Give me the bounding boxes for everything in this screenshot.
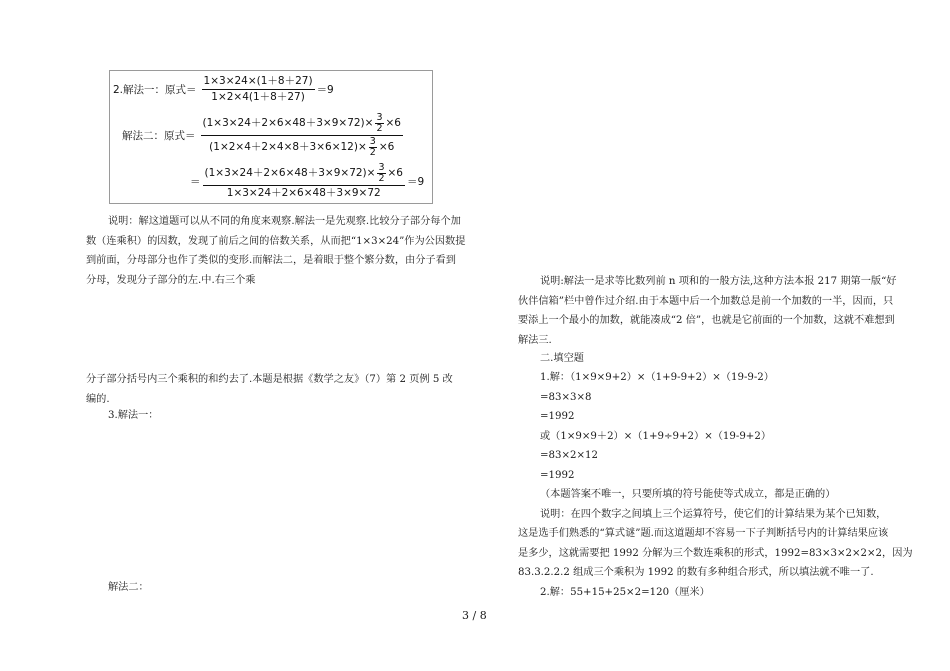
right-solutions [518, 368, 913, 602]
method1-numerator: 1×3×24×(1＋8＋27) [202, 75, 315, 90]
mini-numerator: 3 [369, 136, 376, 147]
left-paragraph-2 [86, 370, 453, 409]
section-title: 二.填空题 [540, 353, 584, 364]
mini-denominator: 2 [376, 123, 383, 134]
left-paragraph-1 [86, 212, 466, 290]
question-3-label: 3.解法一： [108, 410, 159, 421]
denominator-expression: (1×2×4＋2×4×8＋3×6×12)× [209, 141, 367, 153]
method1-label: 2.解法一：原式＝ [113, 84, 197, 96]
text-line: 编的. [86, 393, 110, 405]
times-six: ×6 [387, 167, 403, 179]
text-line: 分子部分括号内三个乘积的和约去了.本题是根据《数学之友》（7）第 2 页例 5 改 [86, 374, 453, 385]
text-line: =83×3×8 [540, 391, 592, 403]
method2-denominator-2: 1×3×24＋2×6×48＋3×9×72 [226, 187, 381, 199]
text-line: 2.解：55+15+25×2=120（厘米） [540, 586, 710, 598]
method2-numerator-2 [203, 163, 405, 186]
method-2-label: 解法二： [108, 582, 149, 593]
text-line: =1992 [540, 469, 575, 481]
method2-fraction-2 [203, 163, 405, 200]
three-halves [377, 163, 385, 184]
method2-formula-line2 [190, 163, 424, 200]
times-six: ×6 [378, 141, 395, 153]
method1-fraction [202, 75, 315, 104]
mini-denominator: 2 [369, 147, 376, 158]
text-line: 到前面，分母部分也作了类似的变形.而解法二，是着眼于整个繁分数，由分子看到 [86, 255, 456, 266]
text-line: 说明:解法一是求等比数列前 n 项和的一般方法,这种方法本报 217 期第一版“好 [540, 276, 897, 287]
text-line: （本题答案不唯一，只要所填的符号能使等式成立，都是正确的） [540, 489, 836, 500]
text-line: 伙伴信箱”栏中曾作过介绍.由于本题中后一个加数总是前一个加数的一半，因而，只 [518, 295, 894, 307]
three-halves [369, 137, 377, 158]
text-line: =83×2×12 [540, 450, 599, 461]
text-line: 要添上一个最小的加数，就能凑成“2 倍”，也就是它前面的一个加数，这就不难想到 [518, 315, 895, 326]
text-line: =1992 [540, 411, 575, 422]
text-line: 是多少，这就需要把 1992 分解为三个数连乘积的形式，1992=83×3×2×2×2，因为 [518, 547, 913, 559]
method2-result: ＝9 [406, 176, 425, 188]
page-indicator: 3 / 8 [462, 609, 487, 622]
method1-denominator: 1×2×4(1＋8＋27) [211, 91, 305, 103]
text-line: 1.解：（1×9×9+2）×（1+9-9+2）×（19-9-2） [540, 372, 774, 383]
method2-fraction-1 [201, 113, 403, 158]
numerator-expression: (1×3×24＋2×6×48＋3×9×72)× [204, 167, 376, 179]
formula-figure [109, 70, 433, 204]
text-line: 解法三. [518, 334, 552, 346]
mini-numerator: 3 [376, 112, 383, 123]
method2-numerator-1 [201, 113, 403, 136]
text-line: 说明：在四个数字之间填上三个运算符号，使它们的计算结果为某个已知数， [540, 508, 887, 520]
text-line: 83.3.2.2.2 组成三个乘积为 1992 的数有多种组合形式，所以填法就不唯一了. [518, 567, 874, 578]
text-line: 这是选手们熟悉的“算式谜”题.而这道题却不容易一下子判断括号内的计算结果应该 [518, 528, 889, 539]
text-line: 或（1×9×9＋2）×（1+9÷9+2）×（19-9+2） [540, 430, 772, 442]
method2-formula-line1 [122, 113, 405, 158]
numerator-expression: (1×3×24＋2×6×48＋3×9×72)× [202, 117, 374, 129]
text-line: 分母，发现分子部分的左.中.右三个乘 [86, 274, 256, 286]
times-six: ×6 [385, 117, 401, 129]
text-line: 数（连乘积）的因数，发现了前后之间的倍数关系，从而把“1×3×24”作为公因数提 [86, 235, 466, 247]
method1-result: ＝9 [316, 84, 334, 96]
mini-denominator: 2 [378, 173, 385, 184]
method2-denominator-1 [207, 136, 396, 158]
equals-sign: ＝ [190, 176, 201, 188]
mini-numerator: 3 [378, 162, 385, 173]
method2-label: 解法二：原式＝ [122, 130, 196, 142]
method1-formula [113, 75, 334, 104]
three-halves [375, 113, 383, 134]
text-line: 说明：解这道题可以从不同的角度来观察.解法一是先观察.比较分子部分每个加 [108, 216, 461, 227]
right-paragraph-1 [518, 272, 897, 350]
